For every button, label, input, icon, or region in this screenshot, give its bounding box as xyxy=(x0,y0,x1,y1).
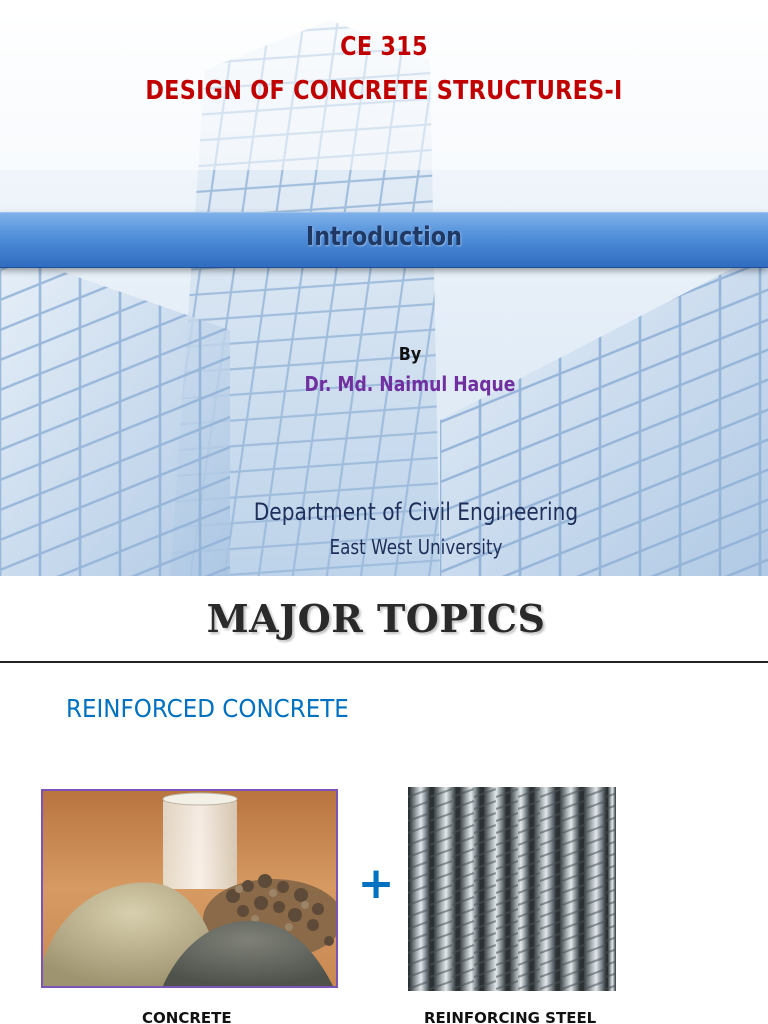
topics-slide xyxy=(0,576,768,1024)
department-name: Department of Civil Engineering xyxy=(253,498,579,526)
steel-rebar-photo xyxy=(408,787,616,991)
plus-sign: + xyxy=(357,858,395,909)
author-name: Dr. Md. Naimul Haque xyxy=(304,372,516,396)
course-title: DESIGN OF CONCRETE STRUCTURES-I xyxy=(145,76,623,106)
by-label: By xyxy=(398,344,422,365)
title-divider xyxy=(0,661,768,663)
slide-title: MAJOR TOPICS xyxy=(206,596,546,641)
topic-heading: REINFORCED CONCRETE xyxy=(66,694,349,723)
section-title: Introduction xyxy=(305,222,463,252)
university-name: East West University xyxy=(329,535,503,559)
steel-caption: REINFORCING STEEL xyxy=(424,1009,597,1024)
concrete-caption: CONCRETE xyxy=(142,1009,232,1024)
course-code: CE 315 xyxy=(340,32,428,62)
concrete-ingredients-photo xyxy=(41,789,338,988)
